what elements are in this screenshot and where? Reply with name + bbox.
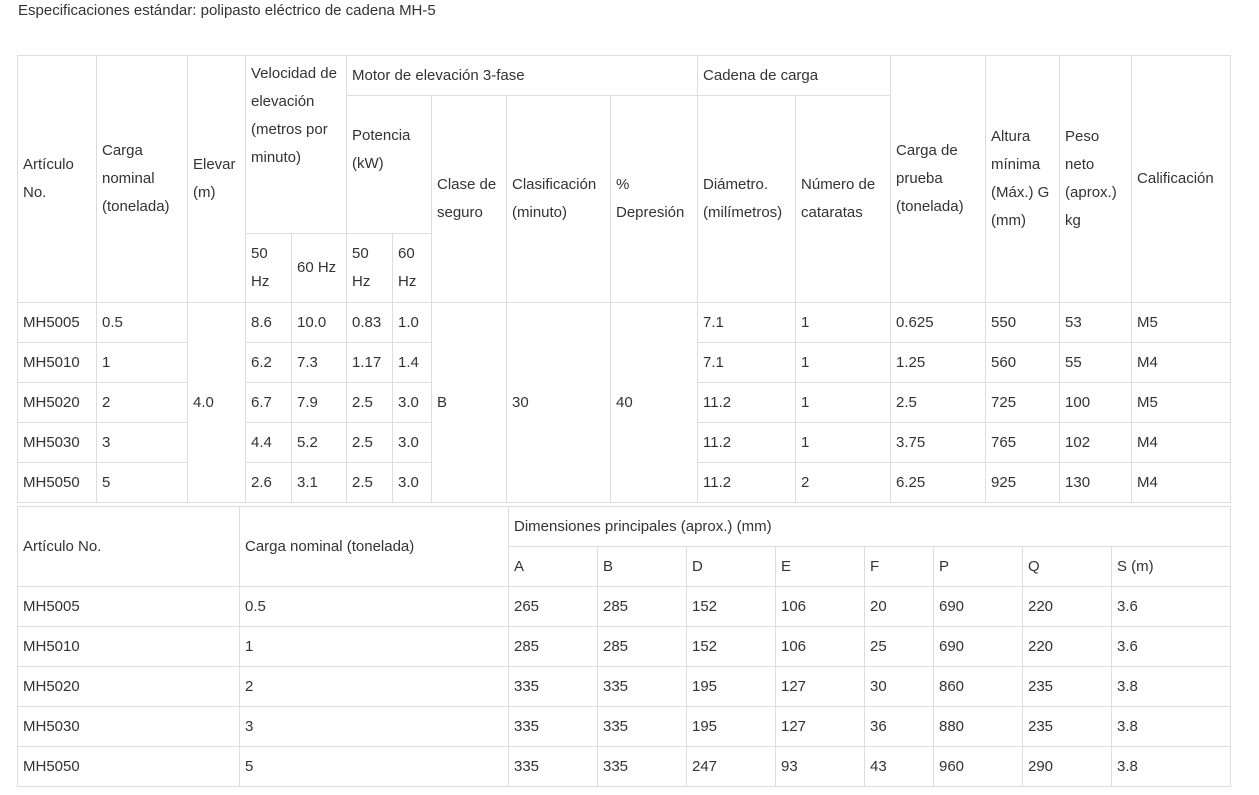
cell-dim-f: 36: [865, 707, 934, 747]
cell-dim-a: 335: [509, 667, 598, 707]
header-elevar: Elevar (m): [188, 56, 246, 303]
cell-dim-e: 127: [776, 707, 865, 747]
cell-dim-p: 860: [934, 667, 1023, 707]
cell-potencia-60hz: 3.0: [393, 383, 432, 423]
cell-velocidad-60hz: 10.0: [292, 303, 347, 343]
cell-velocidad-50hz: 6.7: [246, 383, 292, 423]
cell-peso-neto: 100: [1060, 383, 1132, 423]
cell-dim-p: 880: [934, 707, 1023, 747]
cell-diametro: 11.2: [698, 423, 796, 463]
header-diametro: Diámetro. (milímetros): [698, 96, 796, 303]
cell-dim-s: 3.6: [1112, 587, 1231, 627]
header-potencia-50hz: 50 Hz: [347, 234, 393, 303]
cell-diametro: 7.1: [698, 303, 796, 343]
header-motor: Motor de elevación 3-fase: [347, 56, 698, 96]
header-dim-f: F: [865, 547, 934, 587]
cell-articulo: MH5030: [18, 423, 97, 463]
table-row: [18, 627, 1231, 667]
header-clase-seguro: Clase de seguro: [432, 96, 507, 303]
cell-dim-b: 335: [598, 747, 687, 787]
header-peso-neto: Peso neto (aprox.) kg: [1060, 56, 1132, 303]
cell-velocidad-60hz: 3.1: [292, 463, 347, 503]
cell-dim-q: 235: [1023, 707, 1112, 747]
header-velocidad: Velocidad de elevación (metros por minuto): [246, 56, 347, 234]
cell-carga-nominal: 3: [97, 423, 188, 463]
cell-peso-neto: 130: [1060, 463, 1132, 503]
cell-depresion: 40: [611, 303, 698, 503]
cell-dim-e: 93: [776, 747, 865, 787]
cell-carga-nominal: 5: [97, 463, 188, 503]
cell-carga-nominal: 1: [97, 343, 188, 383]
cell-dim-b: 285: [598, 587, 687, 627]
cell-dim-q: 220: [1023, 587, 1112, 627]
cell-peso-neto: 102: [1060, 423, 1132, 463]
cell-articulo: MH5020: [18, 667, 240, 707]
cell-carga-prueba: 0.625: [891, 303, 986, 343]
cell-articulo: MH5005: [18, 303, 97, 343]
cell-diametro: 7.1: [698, 343, 796, 383]
header-calificacion: Calificación: [1132, 56, 1231, 303]
cell-dim-q: 220: [1023, 627, 1112, 667]
header-depresion: % Depresión: [611, 96, 698, 303]
header-numero-cataratas: Número de cataratas: [796, 96, 891, 303]
header-dim-p: P: [934, 547, 1023, 587]
header-dim-s: S (m): [1112, 547, 1231, 587]
cell-dim-p: 960: [934, 747, 1023, 787]
cell-altura-minima: 560: [986, 343, 1060, 383]
cell-dim-a: 285: [509, 627, 598, 667]
header-dimensiones: Dimensiones principales (aprox.) (mm): [509, 507, 1231, 547]
cell-potencia-50hz: 2.5: [347, 423, 393, 463]
cell-dim-f: 30: [865, 667, 934, 707]
cell-dim-d: 247: [687, 747, 776, 787]
cell-potencia-60hz: 3.0: [393, 463, 432, 503]
cell-articulo: MH5010: [18, 343, 97, 383]
cell-dim-e: 106: [776, 627, 865, 667]
cell-dim-a: 335: [509, 747, 598, 787]
header-carga-nominal: Carga nominal (tonelada): [97, 56, 188, 303]
table-header-row: [18, 507, 1231, 547]
cell-calificacion: M5: [1132, 303, 1231, 343]
header-carga-prueba: Carga de prueba (tonelada): [891, 56, 986, 303]
cell-peso-neto: 53: [1060, 303, 1132, 343]
cell-numero-cataratas: 2: [796, 463, 891, 503]
cell-dim-p: 690: [934, 627, 1023, 667]
cell-potencia-50hz: 2.5: [347, 383, 393, 423]
header-carga-nominal: Carga nominal (tonelada): [240, 507, 509, 587]
cell-velocidad-50hz: 8.6: [246, 303, 292, 343]
cell-carga-nominal: 5: [240, 747, 509, 787]
cell-dim-s: 3.8: [1112, 667, 1231, 707]
cell-velocidad-60hz: 7.9: [292, 383, 347, 423]
cell-velocidad-60hz: 5.2: [292, 423, 347, 463]
table-row: [18, 667, 1231, 707]
dimensions-table: [17, 506, 1231, 787]
cell-dim-b: 285: [598, 627, 687, 667]
cell-dim-f: 43: [865, 747, 934, 787]
cell-dim-d: 152: [687, 587, 776, 627]
cell-calificacion: M4: [1132, 343, 1231, 383]
header-dim-e: E: [776, 547, 865, 587]
cell-carga-prueba: 1.25: [891, 343, 986, 383]
cell-dim-s: 3.6: [1112, 627, 1231, 667]
cell-carga-nominal: 0.5: [97, 303, 188, 343]
cell-dim-d: 195: [687, 667, 776, 707]
cell-dim-q: 235: [1023, 667, 1112, 707]
cell-articulo: MH5005: [18, 587, 240, 627]
cell-altura-minima: 725: [986, 383, 1060, 423]
cell-carga-nominal: 2: [97, 383, 188, 423]
table-row: [18, 707, 1231, 747]
cell-potencia-50hz: 0.83: [347, 303, 393, 343]
cell-articulo: MH5050: [18, 463, 97, 503]
cell-potencia-60hz: 3.0: [393, 423, 432, 463]
cell-carga-nominal: 2: [240, 667, 509, 707]
header-dim-b: B: [598, 547, 687, 587]
cell-diametro: 11.2: [698, 463, 796, 503]
page-title: Especificaciones estándar: polipasto eléctrico de cadena MH-5: [18, 2, 436, 19]
header-articulo: Artículo No.: [18, 56, 97, 303]
cell-dim-e: 106: [776, 587, 865, 627]
cell-dim-a: 335: [509, 707, 598, 747]
cell-velocidad-50hz: 6.2: [246, 343, 292, 383]
cell-altura-minima: 765: [986, 423, 1060, 463]
cell-dim-f: 25: [865, 627, 934, 667]
cell-potencia-50hz: 2.5: [347, 463, 393, 503]
header-clasificacion: Clasificación (minuto): [507, 96, 611, 303]
cell-dim-f: 20: [865, 587, 934, 627]
header-potencia-60hz: 60 Hz: [393, 234, 432, 303]
header-articulo: Artículo No.: [18, 507, 240, 587]
cell-carga-prueba: 3.75: [891, 423, 986, 463]
cell-potencia-60hz: 1.4: [393, 343, 432, 383]
cell-dim-s: 3.8: [1112, 747, 1231, 787]
header-dim-a: A: [509, 547, 598, 587]
cell-velocidad-50hz: 4.4: [246, 423, 292, 463]
cell-dim-d: 152: [687, 627, 776, 667]
cell-carga-nominal: 3: [240, 707, 509, 747]
cell-articulo: MH5020: [18, 383, 97, 423]
header-velocidad-60hz: 60 Hz: [292, 234, 347, 303]
cell-dim-d: 195: [687, 707, 776, 747]
cell-calificacion: M5: [1132, 383, 1231, 423]
cell-calificacion: M4: [1132, 463, 1231, 503]
table-header-row: [18, 56, 1231, 96]
cell-elevar: 4.0: [188, 303, 246, 503]
cell-dim-p: 690: [934, 587, 1023, 627]
header-velocidad-50hz: 50 Hz: [246, 234, 292, 303]
cell-articulo: MH5030: [18, 707, 240, 747]
cell-numero-cataratas: 1: [796, 383, 891, 423]
cell-numero-cataratas: 1: [796, 423, 891, 463]
table-row: [18, 587, 1231, 627]
cell-clase-seguro: B: [432, 303, 507, 503]
table-row: [18, 303, 1231, 343]
cell-diametro: 11.2: [698, 383, 796, 423]
table-row: [18, 747, 1231, 787]
cell-peso-neto: 55: [1060, 343, 1132, 383]
cell-carga-nominal: 1: [240, 627, 509, 667]
header-dim-d: D: [687, 547, 776, 587]
cell-carga-prueba: 6.25: [891, 463, 986, 503]
cell-potencia-60hz: 1.0: [393, 303, 432, 343]
cell-numero-cataratas: 1: [796, 343, 891, 383]
cell-dim-e: 127: [776, 667, 865, 707]
cell-velocidad-60hz: 7.3: [292, 343, 347, 383]
cell-carga-nominal: 0.5: [240, 587, 509, 627]
cell-articulo: MH5010: [18, 627, 240, 667]
cell-clasificacion: 30: [507, 303, 611, 503]
cell-calificacion: M4: [1132, 423, 1231, 463]
cell-altura-minima: 925: [986, 463, 1060, 503]
cell-altura-minima: 550: [986, 303, 1060, 343]
cell-numero-cataratas: 1: [796, 303, 891, 343]
header-potencia: Potencia (kW): [347, 96, 432, 234]
cell-articulo: MH5050: [18, 747, 240, 787]
cell-carga-prueba: 2.5: [891, 383, 986, 423]
cell-dim-a: 265: [509, 587, 598, 627]
cell-dim-b: 335: [598, 707, 687, 747]
cell-dim-s: 3.8: [1112, 707, 1231, 747]
header-cadena: Cadena de carga: [698, 56, 891, 96]
cell-dim-q: 290: [1023, 747, 1112, 787]
cell-potencia-50hz: 1.17: [347, 343, 393, 383]
header-altura-minima: Altura mínima (Máx.) G (mm): [986, 56, 1060, 303]
specifications-table: [17, 55, 1231, 503]
cell-velocidad-50hz: 2.6: [246, 463, 292, 503]
header-dim-q: Q: [1023, 547, 1112, 587]
cell-dim-b: 335: [598, 667, 687, 707]
